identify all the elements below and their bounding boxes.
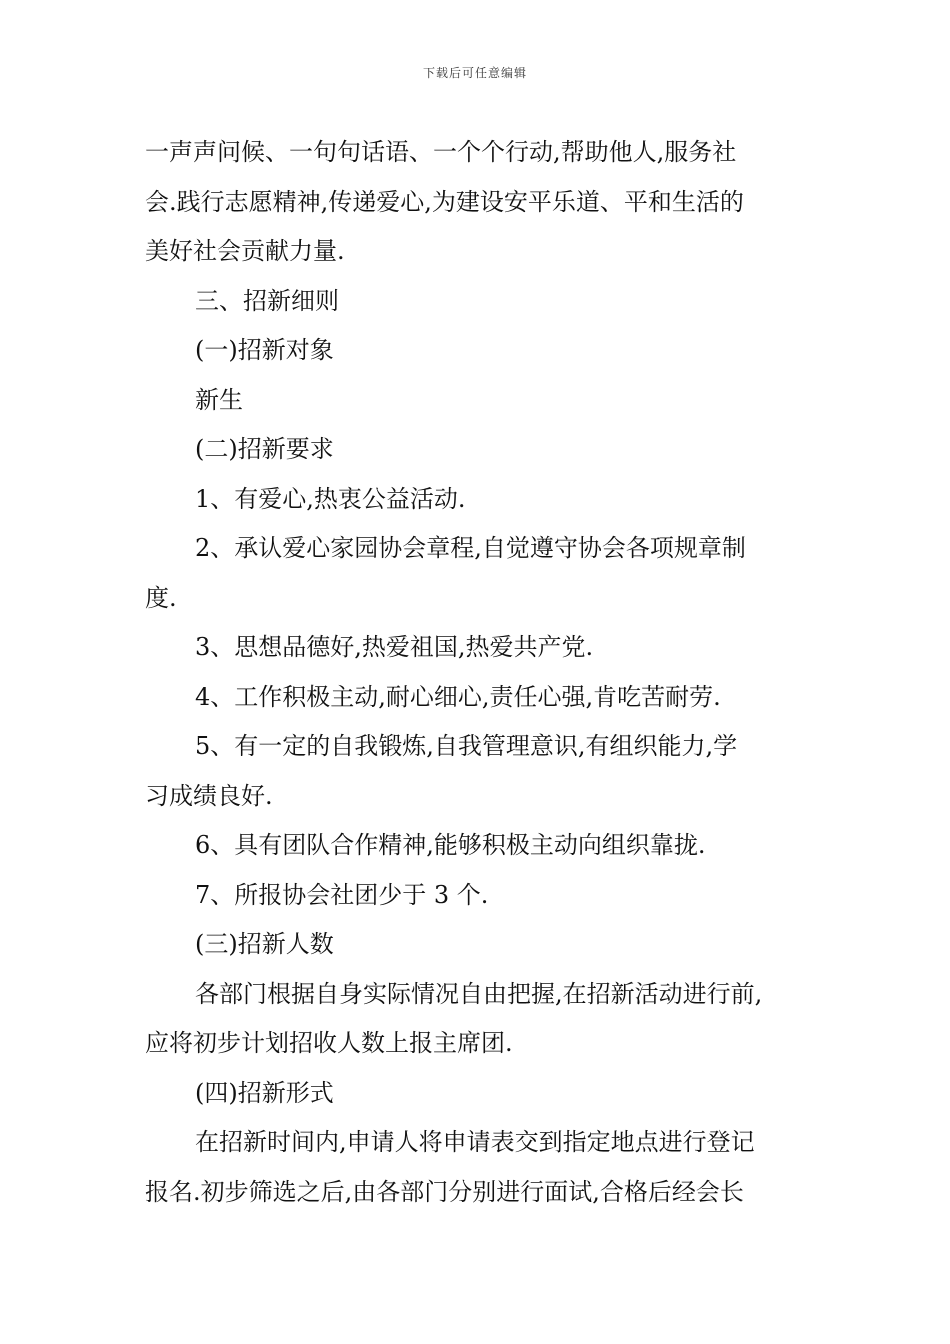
text-line-2: 会.践行志愿精神,传递爱心,为建设安平乐道、平和生活的 — [145, 187, 744, 216]
subheading-recruitment-target: (一)招新对象 — [195, 336, 334, 364]
text-line-count-2: 应将初步计划招收人数上报主席团. — [145, 1029, 513, 1057]
text-line-count-1: 各部门根据自身实际情况自由把握,在招新活动进行前, — [195, 979, 763, 1008]
requirement-item-5: 5、有一定的自我锻炼,自我管理意识,有组织能力,学 — [195, 732, 738, 760]
requirement-item-4: 4、工作积极主动,耐心细心,责任心强,肯吃苦耐劳. — [195, 682, 721, 711]
text-line-3: 美好社会贡献力量. — [145, 237, 345, 265]
text-line-format-2: 报名.初步筛选之后,由各部门分别进行面试,合格后经会长 — [145, 1177, 744, 1206]
document-body — [145, 128, 810, 1217]
requirement-item-6: 6、具有团队合作精神,能够积极主动向组织靠拢. — [195, 831, 706, 859]
requirement-item-1: 1、有爱心,热衷公益活动. — [195, 484, 466, 513]
requirement-item-2-cont: 度. — [145, 583, 177, 612]
text-line-target: 新生 — [195, 385, 243, 414]
text-line-format-1: 在招新时间内,申请人将申请表交到指定地点进行登记 — [195, 1128, 755, 1156]
requirement-item-3: 3、思想品德好,热爱祖国,热爱共产党. — [195, 633, 594, 661]
text-line-1: 一声声问候、一句句话语、一个个行动,帮助他人,服务社 — [145, 138, 737, 166]
requirement-item-2: 2、承认爱心家园协会章程,自觉遵守协会各项规章制 — [195, 534, 746, 562]
subheading-recruitment-count: (三)招新人数 — [195, 930, 334, 958]
subheading-recruitment-requirements: (二)招新要求 — [195, 435, 334, 463]
section-heading-recruitment-rules: 三、招新细则 — [195, 286, 339, 315]
subheading-recruitment-format: (四)招新形式 — [195, 1078, 334, 1107]
requirement-item-7: 7、所报协会社团少于 3 个. — [195, 880, 489, 909]
page-header: 下载后可任意编辑 — [422, 66, 527, 80]
requirement-item-5-cont: 习成绩良好. — [145, 781, 273, 810]
